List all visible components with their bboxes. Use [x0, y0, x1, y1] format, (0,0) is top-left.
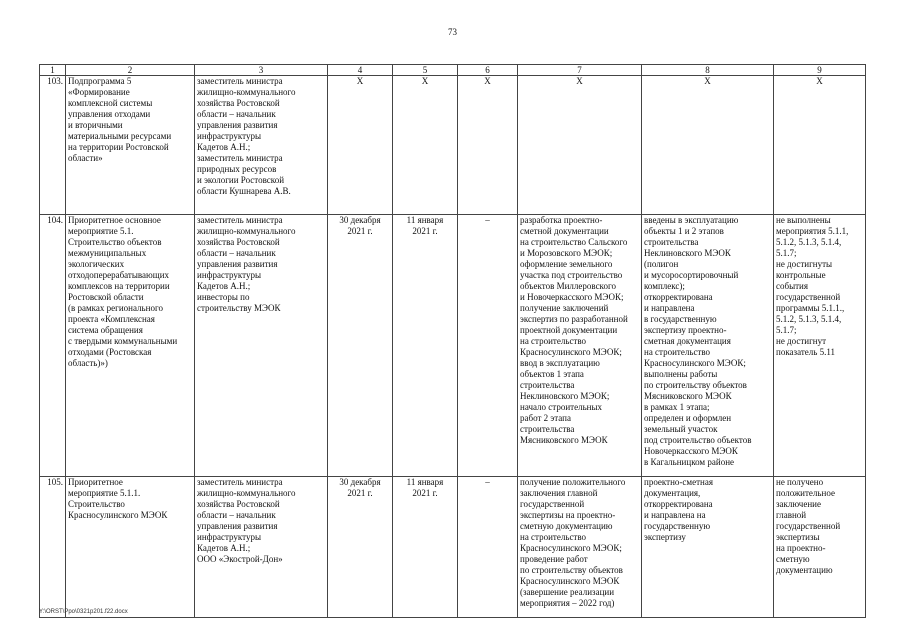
planned-result: X [518, 76, 642, 215]
row-number: 105. [40, 477, 66, 618]
fact-end-date: X [458, 76, 518, 215]
report-table [39, 64, 866, 618]
column-header: 6 [458, 65, 518, 76]
event-name: Подпрограмма 5 «Формирование комплексной системы управления отходами и вторичными материальными ресурсами на территории Ростовской области» [66, 76, 195, 215]
column-number-row [40, 65, 866, 76]
document-file-path: Y:\ORST\Ppo\0321p201.f22.docx [39, 609, 128, 615]
column-header: 3 [195, 65, 328, 76]
row-number: 104. [40, 215, 66, 477]
problems: не выполнены мероприятия 5.1.1, 5.1.2, 5.1.3, 5.1.4, 5.1.7; не достигнуты контрольные события государственной программы 5.1.1., 5.1.2, 5.1.3, 5.1.4, 5.1.7; не достигнут показатель 5.11 [774, 215, 866, 477]
table-row [40, 477, 866, 618]
problems: не получено положительное заключение главной государственной экспертизы на проектно- сметную документацию [774, 477, 866, 618]
column-header: 5 [393, 65, 458, 76]
actual-result: проектно-сметная документация, откорректирована и направлена на государственную экспертизу [642, 477, 774, 618]
column-header: 8 [642, 65, 774, 76]
fact-end-date: – [458, 477, 518, 618]
table-row [40, 215, 866, 477]
event-name: Приоритетное мероприятие 5.1.1. Строительство Красносулинского МЭОК [66, 477, 195, 618]
responsible-executor: заместитель министра жилищно-коммунального хозяйства Ростовской области – начальник управления развития инфраструктуры Кадетов А.Н.; заместитель министра природных ресурсов и экологии Ростовской области Кушнарева А.В. [195, 76, 328, 215]
planned-result: разработка проектно- сметной документации на строительство Сальского и Морозовского МЭОК; оформление земельного участка под строительство объектов Миллеровского и Новочеркасского МЭОК; получение заключений экспертиз по разработанной проектной документации на строительство Красносулинского МЭОК; ввод в эксплуатацию объектов 1 этапа строительства Неклиновского МЭОК; начало строительных работ 2 этапа строительства Мясниковского МЭОК [518, 215, 642, 477]
column-header: 9 [774, 65, 866, 76]
problems: X [774, 76, 866, 215]
column-header: 1 [40, 65, 66, 76]
fact-end-date: – [458, 215, 518, 477]
column-header: 4 [328, 65, 393, 76]
event-name: Приоритетное основное мероприятие 5.1. Строительство объектов межмуниципальных экологических отходоперерабатывающих комплексов на территории Ростовской области (в рамках регионального проекта «Комплексная система обращения с твердыми коммунальными отходами (Ростовская область)») [66, 215, 195, 477]
fact-start-date: X [393, 76, 458, 215]
table-row [40, 76, 866, 215]
column-header: 2 [66, 65, 195, 76]
fact-start-date: 11 января 2021 г. [393, 215, 458, 477]
plan-date: 30 декабря 2021 г. [328, 215, 393, 477]
planned-result: получение положительного заключения главной государственной экспертизы на проектно- сметную документацию на строительство Красносулинского МЭОК; проведение работ по строительству объектов Красносулинского МЭОК (завершение реализации мероприятия – 2022 год) [518, 477, 642, 618]
plan-date: X [328, 76, 393, 215]
fact-start-date: 11 января 2021 г. [393, 477, 458, 618]
responsible-executor: заместитель министра жилищно-коммунального хозяйства Ростовской области – начальник управления развития инфраструктуры Кадетов А.Н.; инвесторы по строительству МЭОК [195, 215, 328, 477]
column-header: 7 [518, 65, 642, 76]
responsible-executor: заместитель министра жилищно-коммунального хозяйства Ростовской области – начальник управления развития инфраструктуры Кадетов А.Н.; ООО «Экострой-Дон» [195, 477, 328, 618]
plan-date: 30 декабря 2021 г. [328, 477, 393, 618]
actual-result: X [642, 76, 774, 215]
row-number: 103. [40, 76, 66, 215]
page-number: 73 [448, 27, 457, 37]
actual-result: введены в эксплуатацию объекты 1 и 2 этапов строительства Неклиновского МЭОК (полигон и мусоросортировочный комплекс); откорректирована и направлена в государственную экспертизу проектно- сметная документация на строительство Красносулинского МЭОК; выполнены работы по строительству объектов Мясниковского МЭОК в рамках 1 этапа; определен и оформлен земельный участок под строительство объектов Новочеркасского МЭОК в Кагальницком районе [642, 215, 774, 477]
